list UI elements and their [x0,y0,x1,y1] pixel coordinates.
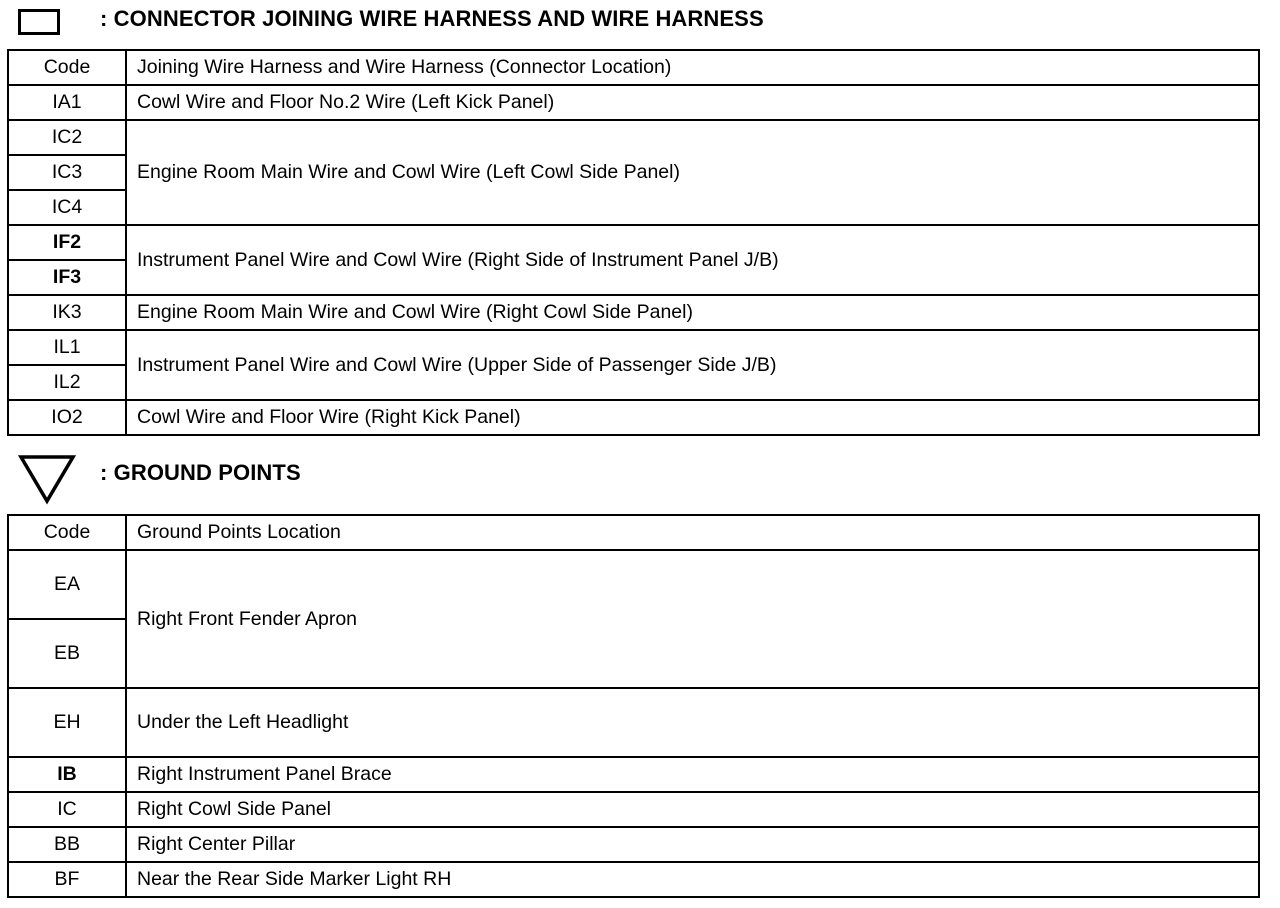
connector-code: IF3 [8,260,126,295]
ground-location: Near the Rear Side Marker Light RH [126,862,1259,897]
header-description: Joining Wire Harness and Wire Harness (Connector Location) [126,50,1259,85]
table-row [8,225,1259,260]
table-row [8,688,1259,757]
connector-code: IK3 [8,295,126,330]
ground-section-title: : GROUND POINTS [100,460,301,485]
connector-code: IO2 [8,400,126,435]
ground-location: Right Center Pillar [126,827,1259,862]
connector-code: IA1 [8,85,126,120]
connector-code: IC3 [8,155,126,190]
table-row [8,827,1259,862]
header-code: Code [8,515,126,550]
connector-location: Engine Room Main Wire and Cowl Wire (Right Cowl Side Panel) [126,295,1259,330]
ground-points-table [7,514,1260,898]
table-header-row [8,515,1259,550]
connector-table [7,49,1260,436]
table-row [8,400,1259,435]
table-row [8,85,1259,120]
connector-location: Instrument Panel Wire and Cowl Wire (Right Side of Instrument Panel J/B) [126,225,1259,295]
table-row [8,120,1259,155]
table-row [8,295,1259,330]
header-code: Code [8,50,126,85]
ground-code: IB [8,757,126,792]
square-connector-icon [18,9,60,35]
ground-location: Right Instrument Panel Brace [126,757,1259,792]
table-row [8,862,1259,897]
connector-location: Instrument Panel Wire and Cowl Wire (Upper Side of Passenger Side J/B) [126,330,1259,400]
ground-location: Under the Left Headlight [126,688,1259,757]
table-header-row [8,50,1259,85]
connector-code: IL2 [8,365,126,400]
connector-location: Engine Room Main Wire and Cowl Wire (Left Cowl Side Panel) [126,120,1259,225]
triangle-ground-icon [18,453,76,505]
ground-code: BF [8,862,126,897]
table-row [8,330,1259,365]
ground-code: BB [8,827,126,862]
ground-location: Right Front Fender Apron [126,550,1259,688]
ground-code: EA [8,550,126,619]
table-row [8,792,1259,827]
connector-location: Cowl Wire and Floor Wire (Right Kick Panel) [126,400,1259,435]
header-description: Ground Points Location [126,515,1259,550]
ground-code: EB [8,619,126,688]
ground-code: IC [8,792,126,827]
connector-code: IF2 [8,225,126,260]
connector-code: IC4 [8,190,126,225]
table-row [8,757,1259,792]
ground-location: Right Cowl Side Panel [126,792,1259,827]
connector-location: Cowl Wire and Floor No.2 Wire (Left Kick Panel) [126,85,1259,120]
ground-code: EH [8,688,126,757]
connector-code: IC2 [8,120,126,155]
table-row [8,550,1259,619]
connector-section-title: : CONNECTOR JOINING WIRE HARNESS AND WIRE HARNESS [100,6,764,31]
connector-code: IL1 [8,330,126,365]
